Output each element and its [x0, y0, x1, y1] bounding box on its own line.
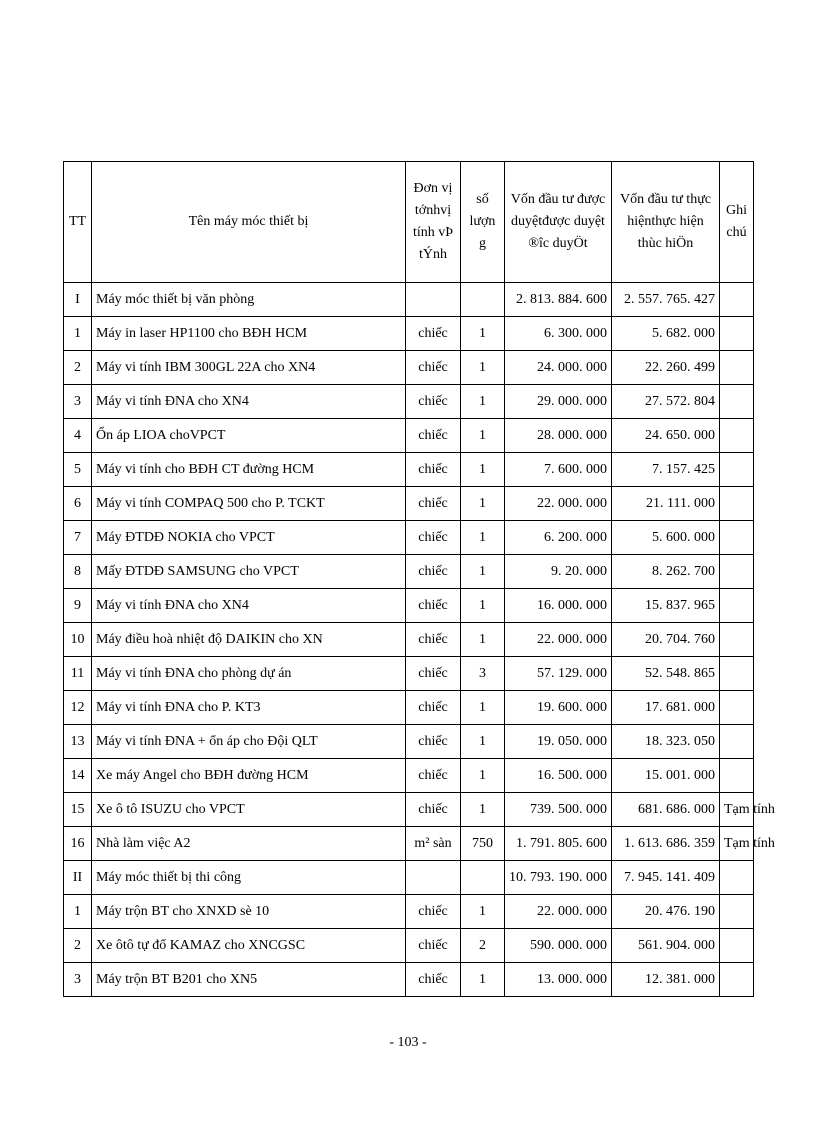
cell-unit: chiếc: [406, 589, 461, 623]
cell-tt: 11: [64, 657, 92, 691]
cell-note: [720, 691, 754, 725]
cell-name: Máy móc thiết bị văn phòng: [92, 283, 406, 317]
cell-unit: chiếc: [406, 521, 461, 555]
cell-name: Ổn áp LIOA choVPCT: [92, 419, 406, 453]
cell-approved-capital: 16. 500. 000: [505, 759, 612, 793]
cell-approved-capital: 22. 000. 000: [505, 895, 612, 929]
cell-actual-capital: 17. 681. 000: [612, 691, 720, 725]
table-row: [64, 487, 754, 521]
cell-name: Xe ôtô tự đổ KAMAZ cho XNCGSC: [92, 929, 406, 963]
table-row: [64, 929, 754, 963]
header-actual-capital: Vốn đầu tư thực hiệnthực hiện thùc hiÖn: [612, 162, 720, 283]
cell-approved-capital: 28. 000. 000: [505, 419, 612, 453]
table-row: [64, 895, 754, 929]
header-quantity: số lượn g: [461, 162, 505, 283]
cell-tt: 8: [64, 555, 92, 589]
cell-tt: 2: [64, 351, 92, 385]
cell-quantity: 1: [461, 963, 505, 997]
cell-quantity: 1: [461, 385, 505, 419]
cell-quantity: 750: [461, 827, 505, 861]
cell-tt: 7: [64, 521, 92, 555]
table-row: [64, 759, 754, 793]
cell-note: [720, 589, 754, 623]
cell-quantity: [461, 861, 505, 895]
cell-quantity: 3: [461, 657, 505, 691]
cell-name: Máy vi tính ĐNA cho XN4: [92, 589, 406, 623]
cell-unit: m² sàn: [406, 827, 461, 861]
table-row: [64, 521, 754, 555]
cell-quantity: 1: [461, 589, 505, 623]
cell-approved-capital: 22. 000. 000: [505, 623, 612, 657]
cell-actual-capital: 21. 111. 000: [612, 487, 720, 521]
cell-quantity: 1: [461, 351, 505, 385]
cell-approved-capital: 590. 000. 000: [505, 929, 612, 963]
cell-quantity: 1: [461, 555, 505, 589]
equipment-table: [63, 161, 775, 997]
cell-actual-capital: 22. 260. 499: [612, 351, 720, 385]
cell-unit: chiếc: [406, 555, 461, 589]
table-row: [64, 589, 754, 623]
cell-name: Máy trộn BT B201 cho XN5: [92, 963, 406, 997]
cell-note: [720, 623, 754, 657]
cell-approved-capital: 739. 500. 000: [505, 793, 612, 827]
cell-unit: chiếc: [406, 487, 461, 521]
header-note: Ghi chú: [720, 162, 754, 283]
cell-unit: [406, 861, 461, 895]
cell-note: [720, 521, 754, 555]
cell-tt: 2: [64, 929, 92, 963]
cell-quantity: 1: [461, 725, 505, 759]
cell-actual-capital: 7. 945. 141. 409: [612, 861, 720, 895]
header-name: Tên máy móc thiết bị: [92, 162, 406, 283]
table-row: [64, 691, 754, 725]
cell-tt: 16: [64, 827, 92, 861]
cell-actual-capital: 18. 323. 050: [612, 725, 720, 759]
cell-note: [720, 351, 754, 385]
cell-unit: chiếc: [406, 963, 461, 997]
table-row: [64, 351, 754, 385]
cell-note: [720, 419, 754, 453]
section-row: [64, 283, 754, 317]
cell-unit: chiếc: [406, 759, 461, 793]
cell-quantity: 1: [461, 453, 505, 487]
cell-note: [720, 385, 754, 419]
cell-note: [720, 861, 754, 895]
table-row: [64, 317, 754, 351]
cell-name: Máy trộn BT cho XNXD sè 10: [92, 895, 406, 929]
cell-tt: 9: [64, 589, 92, 623]
cell-approved-capital: 19. 600. 000: [505, 691, 612, 725]
cell-approved-capital: 57. 129. 000: [505, 657, 612, 691]
cell-approved-capital: 6. 200. 000: [505, 521, 612, 555]
cell-tt: 3: [64, 385, 92, 419]
cell-unit: chiếc: [406, 351, 461, 385]
cell-quantity: 1: [461, 759, 505, 793]
cell-approved-capital: 16. 000. 000: [505, 589, 612, 623]
cell-unit: chiếc: [406, 691, 461, 725]
table-row: [64, 793, 754, 827]
cell-unit: [406, 283, 461, 317]
cell-actual-capital: 5. 600. 000: [612, 521, 720, 555]
cell-tt: 12: [64, 691, 92, 725]
cell-quantity: 1: [461, 623, 505, 657]
cell-unit: chiếc: [406, 793, 461, 827]
cell-approved-capital: 10. 793. 190. 000: [505, 861, 612, 895]
cell-actual-capital: 15. 837. 965: [612, 589, 720, 623]
cell-approved-capital: 13. 000. 000: [505, 963, 612, 997]
cell-approved-capital: 9. 20. 000: [505, 555, 612, 589]
cell-actual-capital: 24. 650. 000: [612, 419, 720, 453]
table-row: [64, 385, 754, 419]
cell-note: [720, 317, 754, 351]
cell-approved-capital: 1. 791. 805. 600: [505, 827, 612, 861]
cell-name: Máy vi tính ĐNA + ổn áp cho Đội QLT: [92, 725, 406, 759]
cell-note: [720, 759, 754, 793]
cell-unit: chiếc: [406, 317, 461, 351]
cell-actual-capital: 2. 557. 765. 427: [612, 283, 720, 317]
cell-name: Xe máy Angel cho BĐH đường HCM: [92, 759, 406, 793]
table-row: [64, 453, 754, 487]
cell-unit: chiếc: [406, 623, 461, 657]
cell-unit: chiếc: [406, 385, 461, 419]
cell-tt: 3: [64, 963, 92, 997]
table-row: [64, 623, 754, 657]
cell-approved-capital: 2. 813. 884. 600: [505, 283, 612, 317]
cell-actual-capital: 5. 682. 000: [612, 317, 720, 351]
table-row: [64, 725, 754, 759]
cell-tt: 5: [64, 453, 92, 487]
cell-tt: 6: [64, 487, 92, 521]
cell-tt: 15: [64, 793, 92, 827]
cell-actual-capital: 1. 613. 686. 359: [612, 827, 720, 861]
cell-quantity: 1: [461, 487, 505, 521]
cell-actual-capital: 8. 262. 700: [612, 555, 720, 589]
table-row: [64, 963, 754, 997]
table-row: [64, 827, 754, 861]
cell-name: Máy vi tính ĐNA cho phòng dự án: [92, 657, 406, 691]
cell-name: Máy móc thiết bị thi công: [92, 861, 406, 895]
cell-unit: chiếc: [406, 419, 461, 453]
cell-quantity: 1: [461, 793, 505, 827]
cell-tt: 14: [64, 759, 92, 793]
cell-tt: 1: [64, 317, 92, 351]
cell-note: [720, 895, 754, 929]
header-tt: TT: [64, 162, 92, 283]
table-row: [64, 555, 754, 589]
cell-unit: chiếc: [406, 929, 461, 963]
cell-approved-capital: 7. 600. 000: [505, 453, 612, 487]
cell-name: Máy vi tính COMPAQ 500 cho P. TCKT: [92, 487, 406, 521]
table-row: [64, 419, 754, 453]
cell-quantity: 1: [461, 419, 505, 453]
cell-note: [720, 725, 754, 759]
cell-name: Nhà làm việc A2: [92, 827, 406, 861]
cell-quantity: [461, 283, 505, 317]
cell-note: [720, 487, 754, 521]
cell-name: Máy vi tính ĐNA cho P. KT3: [92, 691, 406, 725]
table-body: [64, 283, 775, 997]
cell-approved-capital: 22. 000. 000: [505, 487, 612, 521]
cell-name: Máy điều hoà nhiệt độ DAIKIN cho XN: [92, 623, 406, 657]
cell-approved-capital: 6. 300. 000: [505, 317, 612, 351]
header-unit: Đơn vị tớnhvị tính vÞ tÝnh: [406, 162, 461, 283]
table-row: [64, 657, 754, 691]
cell-name: Máy in laser HP1100 cho BĐH HCM: [92, 317, 406, 351]
cell-actual-capital: 15. 001. 000: [612, 759, 720, 793]
cell-quantity: 1: [461, 317, 505, 351]
cell-actual-capital: 52. 548. 865: [612, 657, 720, 691]
cell-unit: chiếc: [406, 453, 461, 487]
header-approved-capital: Vốn đầu tư được duyệtđược duyệt ®îc duyÖt: [505, 162, 612, 283]
cell-tt: 10: [64, 623, 92, 657]
cell-actual-capital: 561. 904. 000: [612, 929, 720, 963]
cell-actual-capital: 20. 704. 760: [612, 623, 720, 657]
cell-actual-capital: 681. 686. 000: [612, 793, 720, 827]
cell-note: [720, 657, 754, 691]
cell-unit: chiếc: [406, 657, 461, 691]
cell-note: [720, 283, 754, 317]
cell-tt: 1: [64, 895, 92, 929]
cell-quantity: 1: [461, 895, 505, 929]
cell-note: [720, 963, 754, 997]
cell-name: Máy vi tính IBM 300GL 22A cho XN4: [92, 351, 406, 385]
table-header-row: [64, 162, 754, 283]
cell-note: Tạm tính: [720, 827, 754, 861]
cell-name: Máy vi tính ĐNA cho XN4: [92, 385, 406, 419]
cell-name: Mấy ĐTDĐ SAMSUNG cho VPCT: [92, 555, 406, 589]
cell-approved-capital: 24. 000. 000: [505, 351, 612, 385]
cell-name: Máy vi tính cho BĐH CT đường HCM: [92, 453, 406, 487]
cell-tt: 4: [64, 419, 92, 453]
cell-unit: chiếc: [406, 725, 461, 759]
cell-actual-capital: 20. 476. 190: [612, 895, 720, 929]
cell-unit: chiếc: [406, 895, 461, 929]
cell-actual-capital: 7. 157. 425: [612, 453, 720, 487]
cell-approved-capital: 19. 050. 000: [505, 725, 612, 759]
cell-approved-capital: 29. 000. 000: [505, 385, 612, 419]
cell-name: Xe ô tô ISUZU cho VPCT: [92, 793, 406, 827]
cell-tt: I: [64, 283, 92, 317]
section-row: [64, 861, 754, 895]
cell-tt: II: [64, 861, 92, 895]
cell-note: [720, 555, 754, 589]
cell-quantity: 1: [461, 521, 505, 555]
cell-actual-capital: 27. 572. 804: [612, 385, 720, 419]
page-number: - 103 -: [389, 1035, 427, 1050]
cell-name: Máy ĐTDĐ NOKIA cho VPCT: [92, 521, 406, 555]
cell-actual-capital: 12. 381. 000: [612, 963, 720, 997]
cell-quantity: 2: [461, 929, 505, 963]
cell-tt: 13: [64, 725, 92, 759]
cell-quantity: 1: [461, 691, 505, 725]
cell-note: Tạm tính: [720, 793, 754, 827]
cell-note: [720, 453, 754, 487]
cell-note: [720, 929, 754, 963]
